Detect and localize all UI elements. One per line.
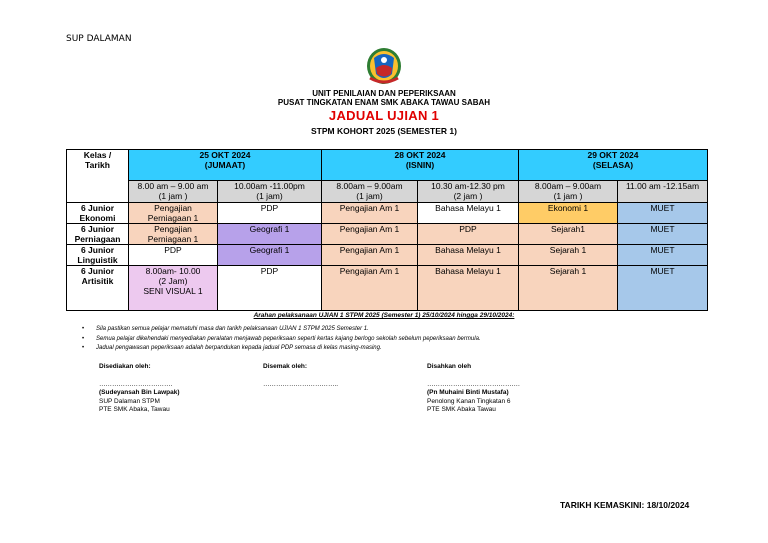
day-header-1: 25 OKT 2024 (JUMAAT) (129, 150, 322, 181)
exam-cell: PDP (418, 224, 519, 245)
page-subtitle: STPM KOHORT 2025 (SEMESTER 1) (311, 126, 457, 136)
time-slot-6: 11.00 am -12.15am (618, 181, 708, 203)
exam-cell: MUET (618, 245, 708, 266)
signatory-role: SUP Dalaman STPM (99, 397, 160, 405)
time-slot-5: 8.00am – 9.00am (1 jam ) (519, 181, 618, 203)
exam-cell: PDP (218, 203, 322, 224)
exam-cell: Geografi 1 (218, 245, 322, 266)
signatory-name: (Pn Muhaini Binti Mustafa) (427, 389, 509, 396)
school-heading: PUSAT TINGKATAN ENAM SMK ABAKA TAWAU SABAH (277, 98, 491, 107)
class-name: 6 Junior Perniagaan (67, 224, 129, 245)
signature-line: …………………………….. (263, 380, 339, 388)
exam-cell: Pengajian Am 1 (322, 203, 418, 224)
table-row (67, 203, 708, 224)
time-slot-1: 8.00 am – 9.00 am (1 jam ) (129, 181, 218, 203)
exam-cell: Pengajian Perniagaan 1 (129, 224, 218, 245)
exam-schedule-table (66, 149, 708, 311)
exam-cell: Pengajian Am 1 (322, 224, 418, 245)
prepared-by-label: Disediakan oleh: (99, 363, 151, 370)
exam-cell: Pengajian Perniagaan 1 (129, 203, 218, 224)
class-name: 6 Junior Artisitik (67, 266, 129, 311)
exam-cell: PDP (129, 245, 218, 266)
exam-cell: 8.00am- 10.00 (2 Jam) SENI VISUAL 1 (129, 266, 218, 311)
class-name: 6 Junior Ekonomi (67, 203, 129, 224)
exam-cell: Pengajian Am 1 (322, 266, 418, 311)
exam-cell: Bahasa Melayu 1 (418, 245, 519, 266)
table-row (67, 245, 708, 266)
class-date-header: Kelas / Tarikh (67, 150, 129, 203)
prepared-by-block (99, 363, 180, 415)
approved-by-block (427, 363, 520, 415)
instructions-heading: Arahan pelaksanaan UJIAN 1 STPM 2025 (Semester 1) 25/10/2024 hingga 29/10/2024: (253, 312, 515, 319)
sup-label: SUP DALAMAN (66, 34, 132, 44)
table-row (67, 224, 708, 245)
exam-cell: Geografi 1 (218, 224, 322, 245)
signature-line: ……………………………………. (427, 380, 520, 388)
exam-cell: Sejarah 1 (519, 245, 618, 266)
exam-cell: Sejarah1 (519, 224, 618, 245)
signatory-org: PTE SMK Abaka, Tawau (99, 406, 170, 413)
time-slot-3: 8.00am – 9.00am (1 jam) (322, 181, 418, 203)
exam-cell: Bahasa Melayu 1 (418, 203, 519, 224)
exam-cell: MUET (618, 224, 708, 245)
class-name: 6 Junior Linguistik (67, 245, 129, 266)
page-title: JADUAL UJIAN 1 (328, 108, 440, 123)
last-updated-date: TARIKH KEMASKINI: 18/10/2024 (560, 500, 690, 510)
time-slot-4: 10.30 am-12.30 pm (2 jam ) (418, 181, 519, 203)
exam-cell: Pengajian Am 1 (322, 245, 418, 266)
time-slot-2: 10.00am -11.00pm (1 jam) (218, 181, 322, 203)
checked-by-block (263, 363, 338, 389)
checked-by-label: Disemak oleh: (263, 363, 308, 370)
signature-line: ……………………………. (99, 380, 173, 388)
list-item: • Semua pelajar dikehendaki menyediakan peralatan menjawab peperiksaan seperti kertas kajang berlogo sekolah sebelum peperiksaan bermula. (82, 335, 481, 342)
school-crest-logo (364, 46, 404, 86)
exam-cell: PDP (218, 266, 322, 311)
exam-cell: MUET (618, 203, 708, 224)
signatory-org: PTE SMK Abaka Tawau (427, 406, 496, 413)
table-row (67, 266, 708, 311)
exam-cell: Sejarah 1 (519, 266, 618, 311)
list-item: • Sila pastikan semua pelajar mematuhi masa dan tarikh pelaksanaan UJIAN 1 STPM 2025 Semester 1. (82, 326, 369, 332)
exam-cell: MUET (618, 266, 708, 311)
day-header-3: 29 OKT 2024 (SELASA) (519, 150, 708, 181)
instructions-list (80, 325, 481, 354)
exam-cell: Ekonomi 1 (519, 203, 618, 224)
unit-heading: UNIT PENILAIAN DAN PEPERIKSAAN (312, 89, 456, 98)
approved-by-label: Disahkan oleh (427, 363, 472, 370)
day-header-2: 28 OKT 2024 (ISNIN) (322, 150, 519, 181)
list-item: • Jadual pengawasan peperiksaan adalah berpandukan kepada jadual PDP semasa di kelas masing-masing. (82, 345, 382, 351)
signatory-role: Penolong Kanan Tingkatan 6 (427, 397, 511, 405)
signatory-name: (Sudeyansah Bin Lawpak) (99, 389, 180, 396)
exam-cell: Bahasa Melayu 1 (418, 266, 519, 311)
